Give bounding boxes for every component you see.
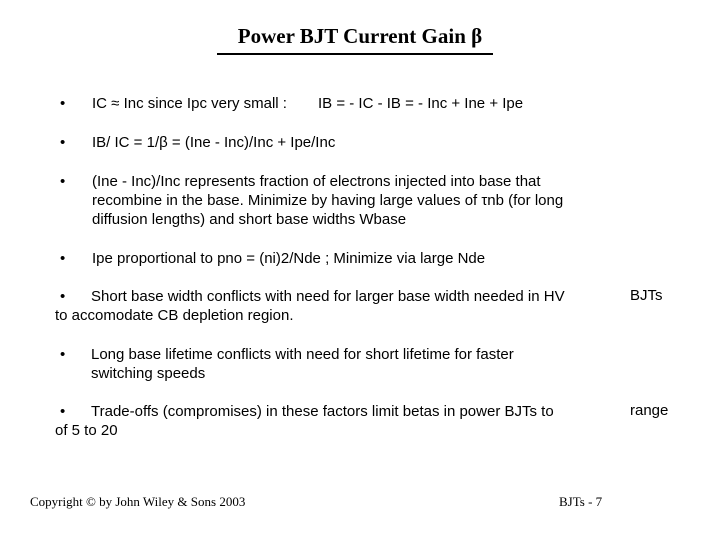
- bullet-1-formula-2: IB = - IC - IB = - Inc + Ine + Ipe: [318, 95, 524, 112]
- bullet-6-line-2: switching speeds: [91, 365, 206, 382]
- bullet-3-line-3: diffusion lengths) and short base widths Wbase: [92, 211, 407, 228]
- bullet-dot: •: [60, 403, 66, 420]
- bullet-dot: •: [60, 134, 66, 151]
- bullet-5-line-2: to accomodate CB depletion region.: [55, 307, 294, 324]
- bullet-7-side-text: range: [630, 402, 669, 419]
- bullet-7-line-1: Trade-offs (compromises) in these factors limit betas in power BJTs to: [91, 403, 554, 420]
- page-title: Power BJT Current Gain β: [237, 24, 483, 48]
- bullet-3-line-1: (Ine - Inc)/Inc represents fraction of electrons injected into base that: [92, 173, 541, 190]
- footer-copyright: Copyright © by John Wiley & Sons 2003: [30, 494, 246, 509]
- bullet-6-line-1: Long base lifetime conflicts with need for short lifetime for faster: [91, 346, 514, 363]
- bullet-2-formula: IB/ IC = 1/β = (Ine - Inc)/Inc + Ipe/Inc: [92, 134, 336, 151]
- bullet-3-line-2: recombine in the base. Minimize by having large values of τnb (for long: [92, 192, 564, 209]
- bullet-4-text: Ipe proportional to pno = (ni)2/Nde ; Minimize via large Nde: [92, 250, 486, 267]
- bullet-5-line-1: Short base width conflicts with need for larger base width needed in HV: [91, 288, 565, 305]
- bullet-dot: •: [60, 346, 66, 363]
- bullet-1-formula-1: IC ≈ Inc since Ipc very small :: [92, 95, 287, 112]
- bullet-dot: •: [60, 250, 66, 267]
- footer-page-number: BJTs - 7: [559, 494, 603, 509]
- bullet-dot: •: [60, 288, 66, 305]
- bullet-dot: •: [60, 173, 66, 190]
- bullet-7-line-2: of 5 to 20: [55, 422, 118, 439]
- bullet-dot: •: [60, 95, 66, 112]
- bullet-5-side-text: BJTs: [630, 287, 663, 304]
- title-underline: [217, 53, 493, 55]
